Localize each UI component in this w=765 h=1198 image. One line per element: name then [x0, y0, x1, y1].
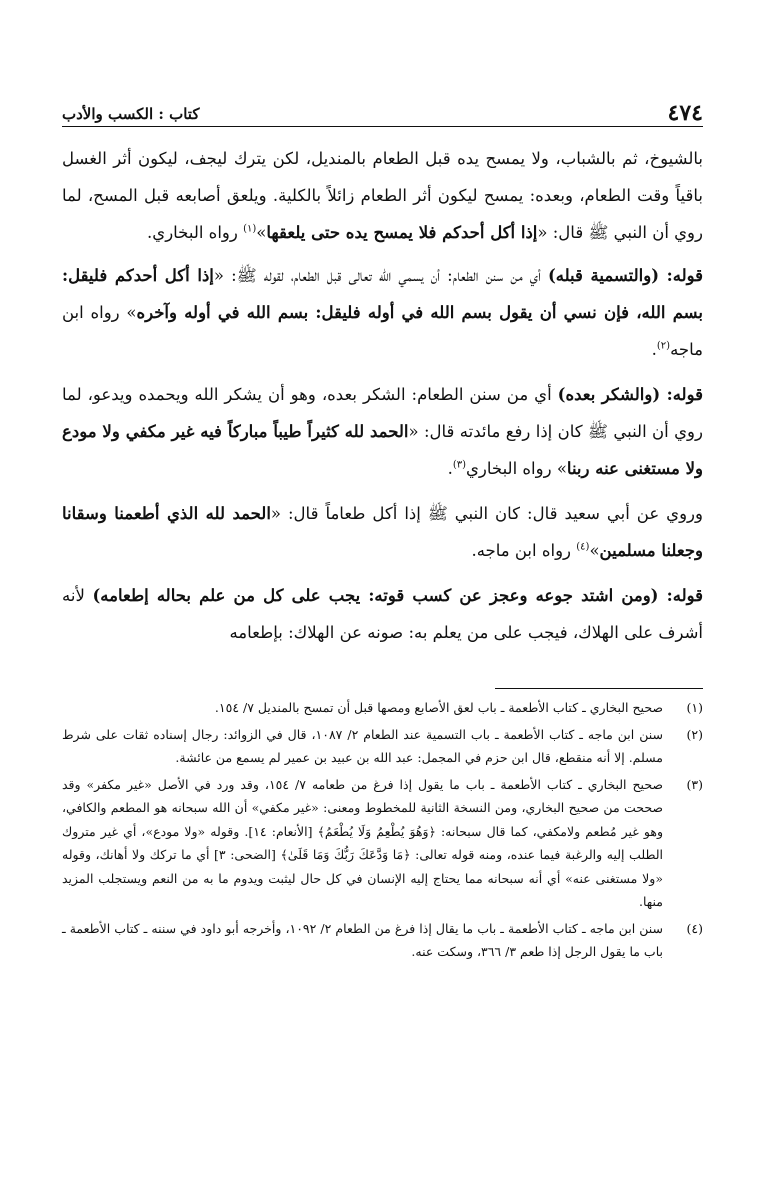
footnote-number: (٣) — [686, 776, 703, 792]
footnote-1 — [62, 696, 703, 720]
hadith-quote: الحمد لله كثيراً طيباً مباركاً فيه غير مكفي ولا مودع ولا مستغنى عنه ربنا — [62, 422, 703, 478]
footnote-text: صحيح البخاري ـ كتاب الأطعمة ـ باب لعق الأصابع ومصها قبل أن تمسح بالمنديل ٧/ ١٥٤. — [214, 700, 663, 715]
footnote-text: صحيح البخاري ـ كتاب الأطعمة ـ باب ما يقول إذا فرغ من طعامه ٧/ ١٥٤، وقد ورد في الأصل «غير مكفر» وقد صححت من صحيح البخاري، ومن النسخة الثانية للمخطوط ومعنى: «غير مكفي» أن الله سبحانه هو المطعم والكافي، وهو غير مُطعم ولامكفي، كما قال سبحانه: ﴿وَهُوَ يُطْعِمُ وَلَا يُطْعَمُ﴾ [الأنعام: ١٤]. وقوله «ولا مودع»، أي غير متروك الطلب إليه والرغبة فيما عنده، ومنه قوله تعالى: ﴿مَا وَدَّعَكَ رَبُّكَ وَمَا قَلَىٰ﴾ [الضحى: ٣] أي ما تركك ولا أهانك، وقوله «ولا مستغنى عنه» أي أنه سبحانه مما يحتاج إليه الإنسان في كل حال ليثبت ويدوم ما به من النعم ويستجلب المزيد منها. — [62, 776, 664, 909]
paragraph-5: قوله: (ومن اشتد جوعه وعجز عن كسب قوته: يجب على كل من علم بحاله إطعامه) لأنه أشرف على الهلاك، فيجب على من يعلم به: صونه عن الهلاك: بإطعامه — [62, 586, 704, 642]
paragraph-4: وروي عن أبي سعيد قال: كان النبي ﷺ إذا أكل طعاماً قال: «الحمد لله الذي أطعمنا وسقانا وجعلنا مسلمين»$^{(٤)}$ رواه ابن ماجه. — [62, 504, 703, 560]
footnote-ref: (٤) — [576, 541, 590, 553]
footnote-ref: (٣) — [452, 459, 467, 471]
paragraph-1: بالشيوخ، ثم بالشباب، ولا يمسح يده قبل الطعام بالمنديل، لكن يترك ليجف، ليكون أثر الغسل باقياً وقت الطعام، وبعده: يمسح ليكون أثر الطعام زائلاً بالكلية. ويلعق أصابعه قبل المسح، لما روي أن النبي ﷺ قال: «إذا أكل أحدكم فلا يمسح يده حتى يلعقها»$^{(١)}$ رواه البخاري. — [62, 149, 703, 242]
footnote-number: (١) — [686, 700, 703, 715]
matn-label: قوله: (والتسمية قبله) — [547, 266, 704, 285]
hadith-quote: إذا أكل أحدكم فليقل: بسم الله، فإن نسي أن يقول بسم الله في أوله فليقل: بسم الله في أوله وآخره — [62, 266, 703, 322]
footnote-number: (٤) — [686, 920, 703, 936]
footnote-ref: (١) — [243, 223, 257, 235]
footnotes — [62, 696, 703, 967]
running-header — [62, 100, 703, 127]
hadith-quote: الحمد لله الذي أطعمنا وسقانا وجعلنا مسلمين — [62, 504, 703, 560]
page-number: ٤٧٤ — [667, 100, 703, 126]
hadith-quote: إذا أكل أحدكم فلا يمسح يده حتى يلعقها — [266, 223, 538, 242]
footnote-ref: (٢) — [656, 340, 671, 352]
paragraph-2: قوله: (والتسمية قبله) أي من سنن الطعام: أن يسمي الله تعالى قبل الطعام، لقوله ﷺ: «إذا أكل أحدكم فليقل: بسم الله، فإن نسي أن يقول بسم الله في أوله فليقل: بسم الله في أوله وآخره» رواه ابن ماجه$^{(٢)}$. — [62, 266, 704, 359]
footnote-3 — [62, 773, 703, 914]
paragraph-3: قوله: (والشكر بعده) أي من سنن الطعام: الشكر بعده، وهو أن يشكر الله ويحمده ويدعو، لما روي أن النبي ﷺ كان إذا رفع مائدته قال: «الحمد لله كثيراً طيباً مباركاً فيه غير مكفي ولا مودع ولا مستغنى عنه ربنا» رواه البخاري$^{(٣)}$. — [62, 385, 703, 478]
footnote-text: سنن ابن ماجه ـ كتاب الأطعمة ـ باب التسمية عند الطعام ٢/ ١٠٨٧، قال في الزوائد: رجال إسناده ثقات على شرط مسلم. إلا أنه منقطع، قال ابن حزم في المجمل: عبد الله بن عبيد بن عمير لم يسمع من عائشة. — [62, 726, 663, 765]
main-text — [62, 140, 703, 659]
footnote-divider — [495, 688, 703, 689]
footnote-2 — [62, 723, 703, 770]
footnote-text: سنن ابن ماجه ـ كتاب الأطعمة ـ باب ما يقال إذا فرغ من الطعام ٢/ ١٠٩٢، وأخرجه أبو داود في سننه ـ كتاب الأطعمة ـ باب ما يقول الرجل إذا طعم ٣/ ٣٦٦، وسكت عنه. — [62, 920, 664, 959]
matn-label: قوله: (ومن اشتد جوعه وعجز عن كسب قوته: يجب على كل من علم بحاله إطعامه) — [92, 586, 704, 605]
footnote-4 — [62, 917, 703, 964]
matn-label: قوله: (والشكر بعده) — [557, 385, 703, 404]
running-title: كتاب : الكسب والأدب — [62, 105, 200, 123]
footnote-number: (٢) — [686, 726, 703, 742]
